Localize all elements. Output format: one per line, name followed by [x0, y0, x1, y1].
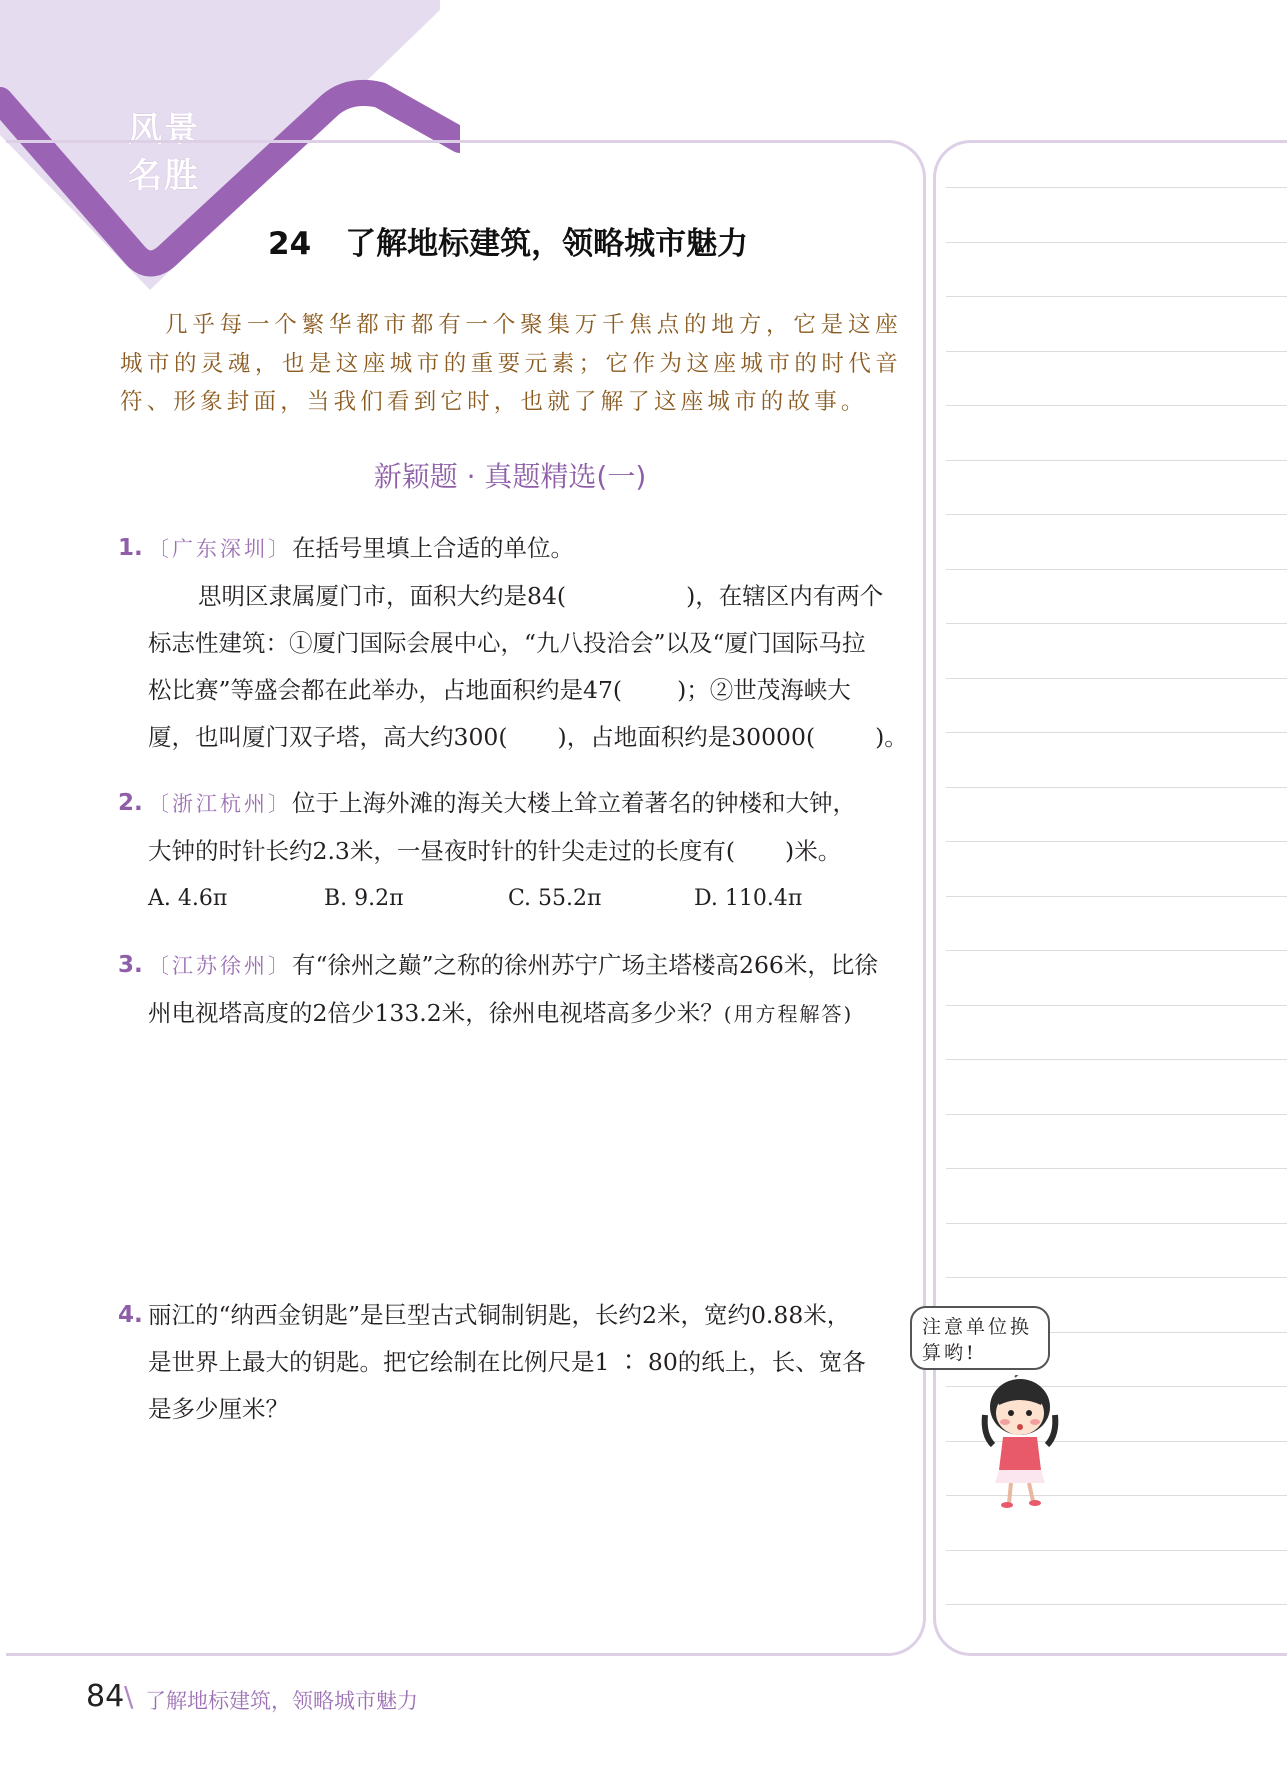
notes-ruled-line	[946, 1277, 1287, 1278]
question-3	[118, 942, 908, 1038]
q4-line1: 丽江的“纳西金钥匙”是巨型古式铜制钥匙，长约2米，宽约0.88米，	[148, 1301, 851, 1329]
option-d[interactable]: D. 110.4π	[694, 886, 803, 911]
lesson-number: 24	[268, 226, 312, 262]
q2-line2a: 大钟的时针长约2.3米，一昼夜时针的针尖走过的长度有(	[148, 837, 736, 865]
notes-ruled-line	[946, 1114, 1287, 1115]
q1-line3b: )；②世茂海峡大	[677, 676, 851, 704]
section-heading: 新颖题 · 真题精选(一)	[373, 460, 647, 493]
option-c[interactable]: C. 55.2π	[508, 886, 602, 911]
lesson-title-text: 了解地标建筑，领略城市魅力	[345, 226, 749, 262]
page-number: 84	[86, 1679, 125, 1714]
notes-ruled-line	[946, 841, 1287, 842]
notes-ruled-line	[946, 296, 1287, 297]
question-source: 〔浙江杭州〕	[148, 792, 292, 816]
q1-line3a: 松比赛”等盛会都在此举办，占地面积约是47(	[148, 676, 623, 704]
question-prompt: 有“徐州之巅”之称的徐州苏宁广场主塔楼高266米，比徐	[292, 951, 878, 979]
question-4	[118, 1292, 908, 1433]
question-source: 〔江苏徐州〕	[148, 954, 292, 978]
option-a[interactable]: A. 4.6π	[148, 886, 228, 911]
footer-title: 了解地标建筑，领略城市魅力	[145, 1689, 418, 1713]
question-prompt: 在括号里填上合适的单位。	[292, 534, 574, 562]
lesson-title	[268, 218, 748, 263]
intro-paragraph: 几乎每一个繁华都市都有一个聚集万千焦点的地方，它是这座城市的灵魂，也是这座城市的重要元素；它作为这座城市的时代音符、形象封面，当我们看到它时，也就了解了这座城市的故事。	[120, 312, 902, 415]
notes-ruled-line	[946, 1223, 1287, 1224]
question-source: 〔广东深圳〕	[148, 537, 292, 561]
notes-ruled-line	[946, 896, 1287, 897]
notes-ruled-line	[946, 351, 1287, 352]
q4-line2: 是世界上最大的钥匙。把它绘制在比例尺是1 ∶ 80的纸上，长、宽各	[148, 1348, 866, 1376]
speech-bubble	[910, 1306, 1050, 1370]
notes-ruled-line	[946, 678, 1287, 679]
notes-ruled-line	[946, 514, 1287, 515]
notes-ruled-line	[946, 623, 1287, 624]
q2-line2b: )米。	[785, 837, 842, 865]
notes-ruled-line	[946, 950, 1287, 951]
notes-ruled-line	[946, 569, 1287, 570]
q1-line4c: )。	[875, 723, 908, 751]
question-number: 1.	[118, 535, 143, 561]
notes-ruled-line	[946, 1005, 1287, 1006]
bubble-line2: 算哟!	[922, 1342, 977, 1364]
notes-ruled-line	[946, 1550, 1287, 1551]
q4-line3: 是多少厘米？	[148, 1395, 289, 1423]
notes-ruled-line	[946, 242, 1287, 243]
q1-line1b: )，在辖区内有两个	[686, 582, 884, 610]
notes-ruled-line	[946, 1604, 1287, 1605]
q1-line1a: 思明区隶属厦门市，面积大约是84(	[198, 582, 567, 610]
question-2	[118, 780, 908, 922]
question-prompt: 位于上海外滩的海关大楼上耸立着著名的钟楼和大钟，	[292, 789, 856, 817]
notes-ruled-line	[946, 1168, 1287, 1169]
option-b[interactable]: B. 9.2π	[324, 886, 404, 911]
corner-label-line1: 风景	[128, 110, 200, 150]
q1-line4b: )，占地面积约是30000(	[557, 723, 816, 751]
q3-line2: 州电视塔高度的2倍少133.2米，徐州电视塔高多少米？	[148, 999, 724, 1027]
corner-label-line2: 名胜	[128, 156, 200, 196]
q1-line4a: 厦，也叫厦门双子塔，高大约300(	[148, 723, 508, 751]
question-number: 2.	[118, 790, 143, 816]
footer-separator: \	[124, 1680, 134, 1713]
cartoon-girl-illustration	[975, 1375, 1065, 1515]
notes-ruled-line	[946, 1059, 1287, 1060]
question-1	[118, 525, 908, 761]
question-number: 3.	[118, 952, 143, 978]
notes-ruled-line	[946, 787, 1287, 788]
q3-note: (用方程解答)	[723, 1002, 854, 1026]
question-number: 4.	[118, 1302, 143, 1328]
q1-line2: 标志性建筑：①厦门国际会展中心，“九八投洽会”以及“厦门国际马拉	[148, 629, 866, 657]
notes-ruled-line	[946, 405, 1287, 406]
notes-ruled-line	[946, 187, 1287, 188]
notes-ruled-line	[946, 732, 1287, 733]
bubble-line1: 注意单位换	[922, 1316, 1033, 1338]
